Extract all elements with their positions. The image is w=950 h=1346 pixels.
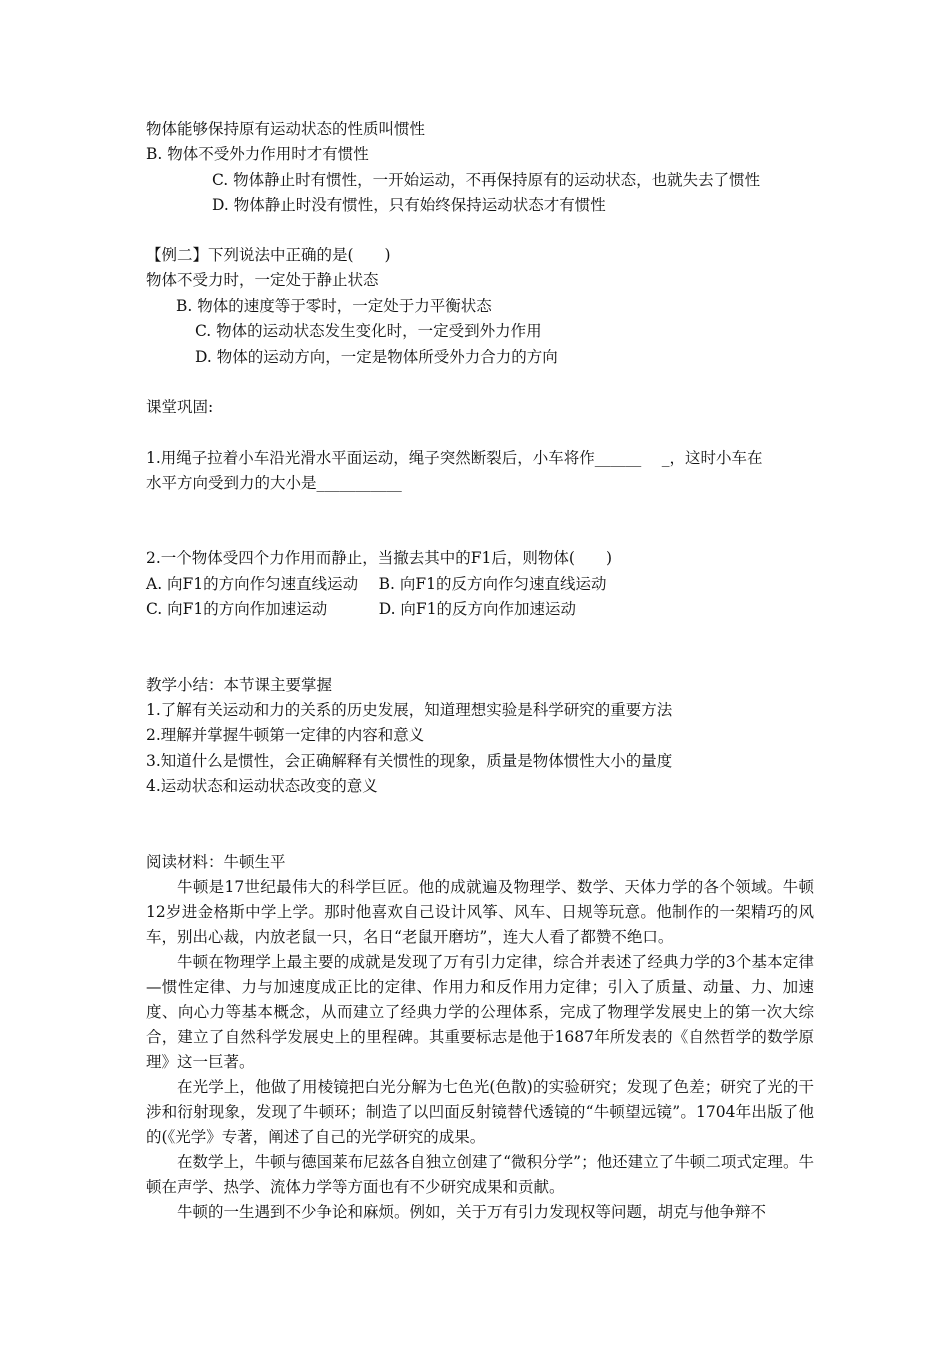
summary-item: 3.知道什么是惯性，会正确解释有关惯性的现象，质量是物体惯性大小的量度 (146, 752, 673, 770)
option-a-text: 物体能够保持原有运动状态的性质叫惯性 (146, 120, 426, 138)
summary-item: 2.理解并掌握牛顿第一定律的内容和意义 (146, 726, 425, 744)
example-2-option-d: D. 物体的运动方向，一定是物体所受外力合力的方向 (195, 348, 558, 366)
reading-paragraph: 在光学上，他做了用棱镜把白光分解为七色光(色散)的实验研究；发现了色差；研究了光的干涉和衍射现象，发现了牛顿环；制造了以凹面反射镜替代透镜的“牛顿望远镜”。1704年出版了他的(《光学》专著，阐述了自己的光学研究的成果。 (146, 1078, 814, 1146)
reading-paragraph: 牛顿在物理学上最主要的成就是发现了万有引力定律，综合并表述了经典力学的3个基本定律—惯性定律、力与加速度成正比的定律、作用力和反作用力定律；引入了质量、动量、力、加速度、向心力等基本概念，从而建立了经典力学的公理体系，完成了物理学发展史上的第一次大综合，建立了自然科学发展史上的里程碑。其重要标志是他于1687年所发表的《自然哲学的数学原理》这一巨著。 (146, 953, 814, 1071)
option-b-text: B. 物体不受外力作用时才有惯性 (146, 145, 369, 163)
consolidation-q2-stem: 2.一个物体受四个力作用而静止，当撤去其中的F1后，则物体( ) (146, 549, 613, 567)
reading-paragraph: 牛顿的一生遇到不少争论和麻烦。例如，关于万有引力发现权等问题，胡克与他争辩不 (177, 1203, 767, 1221)
summary-item: 4.运动状态和运动状态改变的意义 (146, 777, 378, 795)
summary-heading: 教学小结：本节课主要掌握 (146, 676, 333, 694)
reading-paragraph: 牛顿是17世纪最伟大的科学巨匠。他的成就遍及物理学、数学、天体力学的各个领域。牛顿12岁进金格斯中学上学。那时他喜欢自己设计风筝、风车、日规等玩意。他制作的一架精巧的风车，别出心裁，内放老鼠一只，名日“老鼠开磨坊”，连大人看了都赞不绝口。 (146, 878, 814, 946)
option-d-text: D. 物体静止时没有惯性，只有始终保持运动状态才有惯性 (212, 196, 606, 214)
consolidation-q1-line1: 1.用绳子拉着小车沿光滑水平面运动，绳子突然断裂后，小车将作______ _，这时小车在 (146, 449, 763, 467)
consolidation-q2-options-cd: C. 向F1的方向作加速运动 D. 向F1的反方向作加速运动 (146, 600, 577, 618)
summary-item: 1.了解有关运动和力的关系的历史发展，知道理想实验是科学研究的重要方法 (146, 701, 673, 719)
consolidation-heading: 课堂巩固: (146, 398, 214, 416)
example-2-stem: 【例二】下列说法中正确的是( ) (146, 246, 391, 264)
consolidation-q2-options-ab: A. 向F1的方向作匀速直线运动 B. 向F1的反方向作匀速直线运动 (146, 575, 607, 593)
example-2-option-a: 物体不受力时，一定处于静止状态 (146, 271, 379, 289)
reading-paragraph: 在数学上，牛顿与德国莱布尼兹各自独立创建了“微积分学”；他还建立了牛顿二项式定理。牛顿在声学、热学、流体力学等方面也有不少研究成果和贡献。 (146, 1153, 814, 1196)
consolidation-q1-line2: 水平方向受到力的大小是___________ (146, 474, 402, 492)
reading-heading: 阅读材料：牛顿生平 (146, 853, 286, 871)
example-2-option-c: C. 物体的运动状态发生变化时，一定受到外力作用 (195, 322, 542, 340)
option-c-text: C. 物体静止时有惯性，一开始运动，不再保持原有的运动状态，也就失去了惯性 (212, 171, 761, 189)
reading-body (146, 875, 814, 1225)
example-2-option-b: B. 物体的速度等于零时，一定处于力平衡状态 (176, 297, 492, 315)
